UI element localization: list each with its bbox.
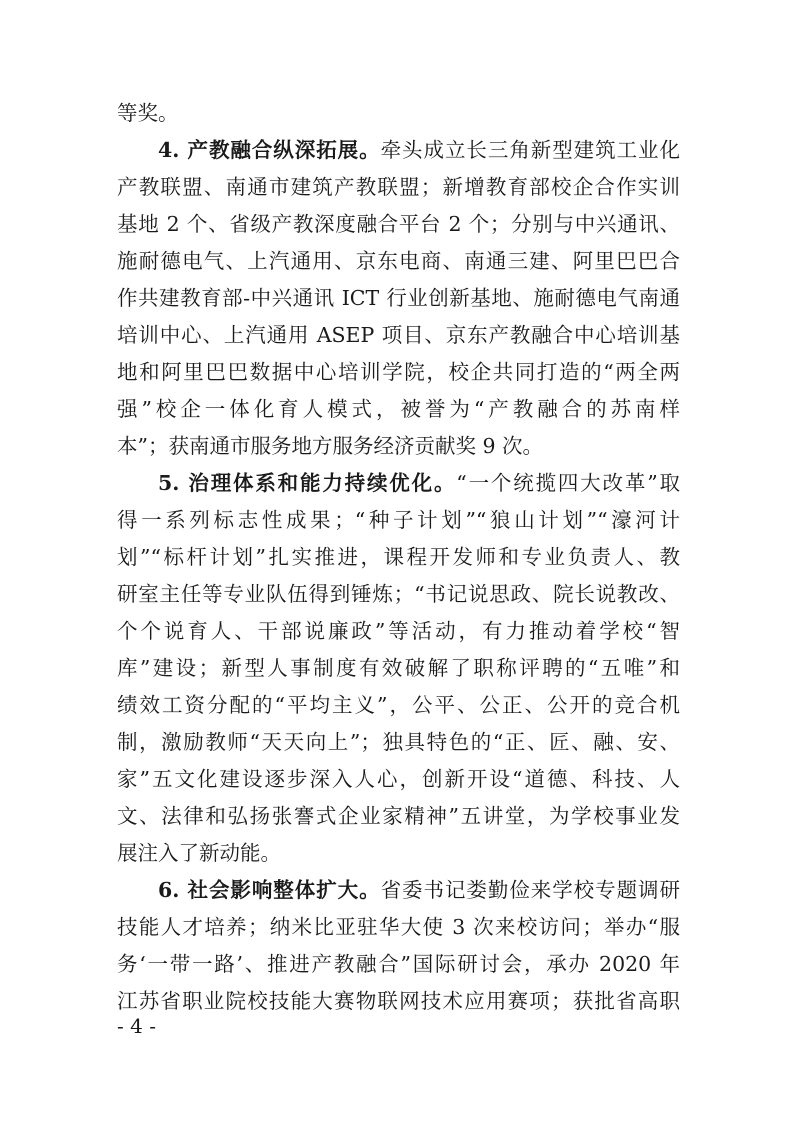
text-line	[117, 243, 680, 280]
text-line	[117, 95, 680, 132]
section-heading: 4. 产教融合纵深拓展。	[158, 138, 381, 162]
text-span: 牵头成立长三角新型建筑工业化	[380, 138, 680, 162]
text-line	[117, 909, 680, 946]
text-line	[117, 317, 680, 354]
text-span: 地和阿里巴巴数据中心培训学院，校企共同打造的“两全两	[117, 360, 680, 384]
text-line	[117, 613, 680, 650]
text-span: 技能人才培养；纳米比亚驻华大使 3 次来校访问；举办“服	[117, 915, 680, 939]
text-line	[117, 798, 680, 835]
text-line	[117, 354, 680, 391]
text-line	[117, 539, 680, 576]
section-heading-line	[158, 132, 680, 169]
text-span: 江苏省职业院校技能大赛物联网技术应用赛项；获批省高职	[117, 989, 680, 1013]
text-line	[117, 502, 680, 539]
section-heading-line	[158, 465, 680, 502]
text-span: 强”校企一体化育人模式，被誉为“产教融合的苏南样	[117, 397, 680, 421]
text-span: “一个统揽四大改革”取	[456, 471, 680, 495]
text-line	[117, 983, 680, 1020]
text-span: 务‘一带一路’、推进产教融合”国际研讨会，承办 2020 年	[117, 952, 680, 976]
text-span: 划”“标杆计划”扎实推进，课程开发师和专业负责人、教	[117, 545, 680, 569]
text-line	[117, 761, 680, 798]
section-heading-line	[158, 872, 680, 909]
text-line	[117, 169, 680, 206]
text-span: 绩效工资分配的“平均主义”，公平、公正、公开的竞合机	[117, 693, 680, 717]
text-span: 培训中心、上汽通用 ASEP 项目、京东产教融合中心培训基	[117, 323, 680, 347]
text-line	[117, 687, 680, 724]
text-span: 制，激励教师“天天向上”；独具特色的“正、匠、融、安、	[117, 730, 680, 754]
text-line	[117, 724, 680, 761]
text-span: 施耐德电气、上汽通用、京东电商、南通三建、阿里巴巴合	[117, 249, 680, 273]
text-span: 本”；获南通市服务地方服务经济贡献奖 9 次。	[117, 434, 544, 458]
text-span: 展注入了新动能。	[117, 841, 281, 865]
text-line	[117, 946, 680, 983]
text-span: 研室主任等专业队伍得到锤炼；“书记说思政、院长说教改、	[117, 582, 680, 606]
section-heading: 5. 治理体系和能力持续优化。	[158, 471, 457, 495]
text-span: 得一系列标志性成果；“种子计划”“狼山计划”“濠河计	[117, 508, 680, 532]
text-span: 文、法律和弘扬张謇式企业家精神”五讲堂，为学校事业发	[117, 804, 680, 828]
text-span: 家”五文化建设逐步深入人心，创新开设“道德、科技、人	[117, 767, 680, 791]
text-span: 作共建教育部-中兴通讯 ICT 行业创新基地、施耐德电气南通	[117, 286, 680, 310]
text-line	[117, 206, 680, 243]
text-span: 产教联盟、南通市建筑产教联盟；新增教育部校企合作实训	[117, 175, 680, 199]
text-line	[117, 650, 680, 687]
text-line	[117, 391, 680, 428]
text-span: 个个说育人、干部说廉政”等活动，有力推动着学校“智	[117, 619, 680, 643]
section-heading: 6. 社会影响整体扩大。	[158, 878, 381, 902]
text-line	[117, 576, 680, 613]
text-span: 省委书记娄勤俭来学校专题调研	[380, 878, 680, 902]
text-span: 库”建设；新型人事制度有效破解了职称评聘的“五唯”和	[117, 656, 680, 680]
page-number: - 4 -	[117, 1014, 156, 1038]
text-line	[117, 835, 680, 872]
text-line	[117, 280, 680, 317]
text-line	[117, 428, 680, 465]
text-span: 等奖。	[117, 101, 179, 125]
text-span: 基地 2 个、省级产教深度融合平台 2 个；分别与中兴通讯、	[117, 212, 680, 236]
